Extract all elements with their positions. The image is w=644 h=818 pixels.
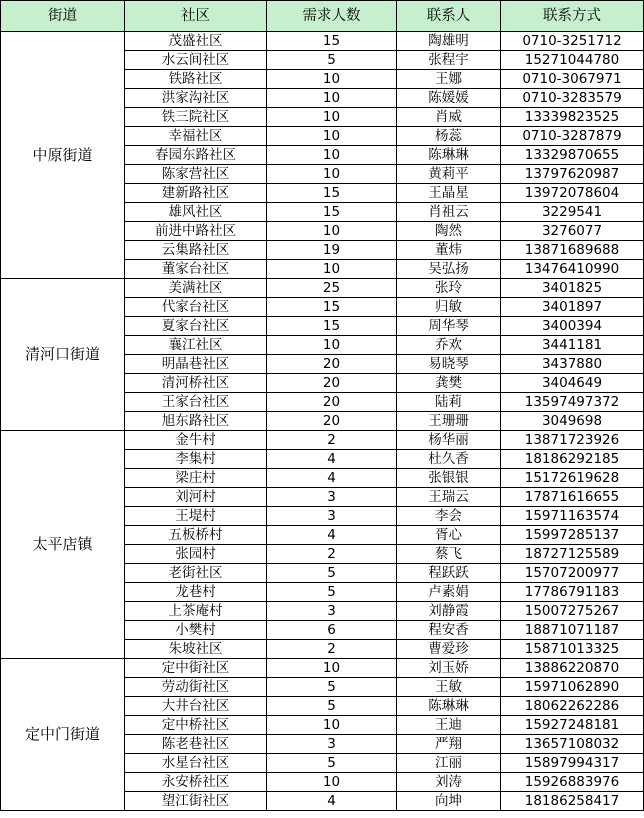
contact-cell: 乔欢 <box>397 336 501 355</box>
contact-cell: 王珊珊 <box>397 412 501 431</box>
contact-cell: 刘涛 <box>397 773 501 792</box>
demand-cell: 15 <box>267 298 397 317</box>
phone-cell: 17786791183 <box>501 583 644 602</box>
community-cell: 茂盛社区 <box>125 32 267 51</box>
contact-cell: 陆莉 <box>397 393 501 412</box>
demand-cell: 4 <box>267 450 397 469</box>
phone-cell: 3437880 <box>501 355 644 374</box>
header-row <box>1 1 644 32</box>
community-cell: 云集路社区 <box>125 241 267 260</box>
phone-cell: 15971062890 <box>501 678 644 697</box>
contact-cell: 张程宇 <box>397 51 501 70</box>
phone-cell: 3276077 <box>501 222 644 241</box>
demand-cell: 10 <box>267 716 397 735</box>
contact-cell: 龚樊 <box>397 374 501 393</box>
community-cell: 水星台社区 <box>125 754 267 773</box>
contact-cell: 易晓琴 <box>397 355 501 374</box>
phone-cell: 13329870655 <box>501 146 644 165</box>
demand-cell: 20 <box>267 355 397 374</box>
phone-cell: 15007275267 <box>501 602 644 621</box>
demand-cell: 3 <box>267 507 397 526</box>
community-cell: 定中街社区 <box>125 659 267 678</box>
contact-cell: 刘静霞 <box>397 602 501 621</box>
community-cell: 铁三院社区 <box>125 108 267 127</box>
demand-cell: 15 <box>267 317 397 336</box>
contact-cell: 王晶星 <box>397 184 501 203</box>
phone-cell: 15897994317 <box>501 754 644 773</box>
community-cell: 水云间社区 <box>125 51 267 70</box>
contact-cell: 严翔 <box>397 735 501 754</box>
contact-cell: 周华琴 <box>397 317 501 336</box>
contact-cell: 王娜 <box>397 70 501 89</box>
phone-cell: 15926883976 <box>501 773 644 792</box>
phone-cell: 3229541 <box>501 203 644 222</box>
phone-cell: 0710-3287879 <box>501 127 644 146</box>
demand-cell: 4 <box>267 526 397 545</box>
contact-cell: 黄莉平 <box>397 165 501 184</box>
demand-cell: 2 <box>267 545 397 564</box>
demand-cell: 10 <box>267 336 397 355</box>
contact-cell: 陈琳琳 <box>397 697 501 716</box>
demand-cell: 3 <box>267 488 397 507</box>
demand-cell: 20 <box>267 393 397 412</box>
demand-cell: 5 <box>267 678 397 697</box>
community-cell: 襄江社区 <box>125 336 267 355</box>
community-cell: 王家台社区 <box>125 393 267 412</box>
community-cell: 清河桥社区 <box>125 374 267 393</box>
demand-cell: 10 <box>267 108 397 127</box>
phone-cell: 15971163574 <box>501 507 644 526</box>
phone-cell: 17871616655 <box>501 488 644 507</box>
demand-cell: 15 <box>267 203 397 222</box>
contact-cell: 向坤 <box>397 792 501 811</box>
street-cell: 中原街道 <box>1 32 125 279</box>
demand-cell: 5 <box>267 51 397 70</box>
demand-cell: 3 <box>267 735 397 754</box>
contact-cell: 陈媛媛 <box>397 89 501 108</box>
phone-cell: 13657108032 <box>501 735 644 754</box>
contact-cell: 董炜 <box>397 241 501 260</box>
street-cell: 定中门街道 <box>1 659 125 811</box>
demand-cell: 5 <box>267 564 397 583</box>
phone-cell: 3401897 <box>501 298 644 317</box>
community-cell: 大井台社区 <box>125 697 267 716</box>
community-cell: 美满社区 <box>125 279 267 298</box>
demand-cell: 10 <box>267 127 397 146</box>
community-cell: 建新路社区 <box>125 184 267 203</box>
phone-cell: 0710-3251712 <box>501 32 644 51</box>
community-cell: 旭东路社区 <box>125 412 267 431</box>
table-row <box>1 431 644 450</box>
community-cell: 王堤村 <box>125 507 267 526</box>
phone-cell: 15927248181 <box>501 716 644 735</box>
phone-cell: 0710-3283579 <box>501 89 644 108</box>
phone-cell: 3049698 <box>501 412 644 431</box>
contact-cell: 胥心 <box>397 526 501 545</box>
contact-cell: 江丽 <box>397 754 501 773</box>
table-row <box>1 32 644 51</box>
table-header <box>1 1 644 32</box>
contact-cell: 曹爱珍 <box>397 640 501 659</box>
phone-cell: 13871689688 <box>501 241 644 260</box>
community-cell: 前进中路社区 <box>125 222 267 241</box>
demand-cell: 5 <box>267 754 397 773</box>
contact-cell: 张玲 <box>397 279 501 298</box>
community-cell: 春园东路社区 <box>125 146 267 165</box>
street-cell: 清河口街道 <box>1 279 125 431</box>
contact-cell: 杨华丽 <box>397 431 501 450</box>
community-cell: 上茶庵村 <box>125 602 267 621</box>
contact-cell: 蔡飞 <box>397 545 501 564</box>
phone-cell: 13972078604 <box>501 184 644 203</box>
table-row <box>1 659 644 678</box>
contact-cell: 张银银 <box>397 469 501 488</box>
phone-cell: 18186292185 <box>501 450 644 469</box>
demand-cell: 19 <box>267 241 397 260</box>
street-cell: 太平店镇 <box>1 431 125 659</box>
community-cell: 幸福社区 <box>125 127 267 146</box>
phone-cell: 15271044780 <box>501 51 644 70</box>
phone-cell: 13797620987 <box>501 165 644 184</box>
demand-cell: 6 <box>267 621 397 640</box>
demand-cell: 3 <box>267 602 397 621</box>
community-cell: 夏家台社区 <box>125 317 267 336</box>
community-cell: 金牛村 <box>125 431 267 450</box>
phone-cell: 15871013325 <box>501 640 644 659</box>
phone-cell: 15172619628 <box>501 469 644 488</box>
contact-cell: 王迪 <box>397 716 501 735</box>
community-cell: 永安桥社区 <box>125 773 267 792</box>
header-community: 社区 <box>125 1 267 32</box>
contact-cell: 王瑞云 <box>397 488 501 507</box>
header-phone: 联系方式 <box>501 1 644 32</box>
phone-cell: 15707200977 <box>501 564 644 583</box>
community-cell: 老街社区 <box>125 564 267 583</box>
community-cell: 定中桥社区 <box>125 716 267 735</box>
demand-cell: 10 <box>267 260 397 279</box>
community-cell: 明晶巷社区 <box>125 355 267 374</box>
community-cell: 梁庄村 <box>125 469 267 488</box>
contact-cell: 肖威 <box>397 108 501 127</box>
phone-cell: 3404649 <box>501 374 644 393</box>
contact-cell: 卢素娟 <box>397 583 501 602</box>
demand-cell: 4 <box>267 469 397 488</box>
contact-cell: 陶然 <box>397 222 501 241</box>
phone-cell: 13476410990 <box>501 260 644 279</box>
phone-cell: 15997285137 <box>501 526 644 545</box>
contact-cell: 刘玉娇 <box>397 659 501 678</box>
phone-cell: 18186258417 <box>501 792 644 811</box>
community-cell: 代家台社区 <box>125 298 267 317</box>
phone-cell: 3400394 <box>501 317 644 336</box>
phone-cell: 13871723926 <box>501 431 644 450</box>
community-cell: 刘河村 <box>125 488 267 507</box>
community-cell: 朱坡社区 <box>125 640 267 659</box>
header-street: 街道 <box>1 1 125 32</box>
demand-cell: 5 <box>267 583 397 602</box>
phone-cell: 13597497372 <box>501 393 644 412</box>
community-cell: 李集村 <box>125 450 267 469</box>
phone-cell: 13886220870 <box>501 659 644 678</box>
contact-cell: 王敏 <box>397 678 501 697</box>
community-cell: 龙巷村 <box>125 583 267 602</box>
community-cell: 洪家沟社区 <box>125 89 267 108</box>
demand-cell: 10 <box>267 146 397 165</box>
demand-cell: 2 <box>267 431 397 450</box>
contact-cell: 肖祖云 <box>397 203 501 222</box>
phone-cell: 13339823525 <box>501 108 644 127</box>
community-cell: 陈老巷社区 <box>125 735 267 754</box>
demand-cell: 10 <box>267 659 397 678</box>
contact-cell: 陶雄明 <box>397 32 501 51</box>
demand-cell: 10 <box>267 222 397 241</box>
community-cell: 陈家营社区 <box>125 165 267 184</box>
contact-cell: 吴弘扬 <box>397 260 501 279</box>
contact-cell: 杜久香 <box>397 450 501 469</box>
contact-cell: 李会 <box>397 507 501 526</box>
demand-cell: 20 <box>267 412 397 431</box>
community-cell: 董家台社区 <box>125 260 267 279</box>
demand-cell: 10 <box>267 773 397 792</box>
demand-cell: 20 <box>267 374 397 393</box>
contact-cell: 程跃跃 <box>397 564 501 583</box>
community-cell: 铁路社区 <box>125 70 267 89</box>
community-cell: 劳动街社区 <box>125 678 267 697</box>
demand-cell: 10 <box>267 165 397 184</box>
demand-cell: 25 <box>267 279 397 298</box>
phone-cell: 18871071187 <box>501 621 644 640</box>
table-row <box>1 279 644 298</box>
community-cell: 望江街社区 <box>125 792 267 811</box>
phone-cell: 3401825 <box>501 279 644 298</box>
phone-cell: 3441181 <box>501 336 644 355</box>
demand-cell: 5 <box>267 697 397 716</box>
community-cell: 小樊村 <box>125 621 267 640</box>
demand-cell: 10 <box>267 70 397 89</box>
phone-cell: 0710-3067971 <box>501 70 644 89</box>
contact-cell: 陈琳琳 <box>397 146 501 165</box>
community-cell: 张园村 <box>125 545 267 564</box>
community-cell: 雄风社区 <box>125 203 267 222</box>
demand-cell: 2 <box>267 640 397 659</box>
contact-cell: 归敏 <box>397 298 501 317</box>
contact-cell: 杨蕊 <box>397 127 501 146</box>
phone-cell: 18062262286 <box>501 697 644 716</box>
demand-cell: 15 <box>267 32 397 51</box>
header-demand: 需求人数 <box>267 1 397 32</box>
demand-cell: 15 <box>267 184 397 203</box>
community-cell: 五板桥村 <box>125 526 267 545</box>
demand-cell: 4 <box>267 792 397 811</box>
header-contact: 联系人 <box>397 1 501 32</box>
contact-cell: 程安香 <box>397 621 501 640</box>
table-body <box>1 32 644 811</box>
phone-cell: 18727125589 <box>501 545 644 564</box>
demand-cell: 10 <box>267 89 397 108</box>
